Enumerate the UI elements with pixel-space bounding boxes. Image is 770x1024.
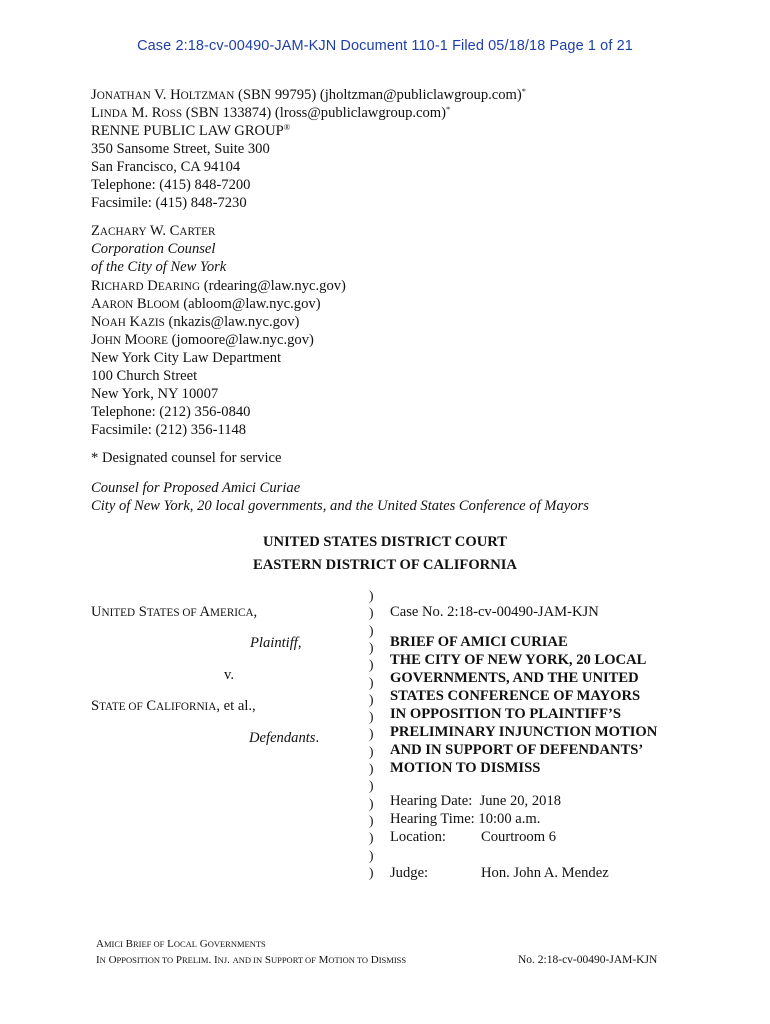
caption-paren: ) — [369, 847, 374, 863]
kazis-d: AZIS — [140, 317, 165, 329]
brief-title-line: MOTION TO DISMISS — [390, 760, 541, 776]
bloom-line — [91, 295, 321, 314]
holtzman-details: (SBN 99795) (jholtzman@publiclawgroup.com) — [234, 87, 522, 103]
corporation-counsel-title: Corporation Counsel — [91, 241, 216, 257]
bloom-email: (abloom@law.nyc.gov) — [179, 296, 321, 312]
pp-b: NITED — [101, 607, 136, 619]
f2-l: UPPORT OF — [270, 955, 316, 965]
caption-paren: ) — [369, 830, 374, 846]
caption-paren: ) — [369, 622, 374, 638]
dearing-c: D — [143, 278, 158, 294]
judge-label: Judge: — [390, 865, 429, 881]
counsel-for-line-1: Counsel for Proposed Amici Curiae — [91, 480, 301, 496]
location-label: Location: — [390, 829, 446, 845]
f2-n: OTION TO — [328, 955, 369, 965]
caption-paren: ) — [369, 761, 374, 776]
caption-paren: ) — [369, 795, 374, 811]
ross-middle: M. R — [127, 105, 162, 121]
law-department: New York City Law Department — [91, 350, 282, 366]
ross-details: (SBN 133874) (lross@publiclawgroup.com) — [182, 105, 447, 121]
ross-asterisk: * — [446, 104, 451, 114]
f1-f: OCAL — [173, 939, 197, 949]
f2-i: . — [227, 954, 233, 966]
f1-d: RIEF OF — [132, 939, 165, 949]
moore-a: J — [91, 332, 97, 348]
plaintiff-role — [250, 634, 302, 652]
judge-value: Hon. John A. Mendez — [481, 865, 609, 881]
brief-title-line: PRELIMINARY INJUNCTION MOTION — [390, 724, 658, 740]
brief-title-line: IN OPPOSITION TO PLAINTIFF’S — [390, 706, 621, 722]
dp-b: TATE OF — [99, 701, 143, 713]
brief-title-line: THE CITY OF NEW YORK, 20 LOCAL — [390, 652, 647, 668]
ross-line — [91, 104, 450, 123]
pp-e: A — [196, 604, 211, 620]
moore-c: M — [120, 332, 138, 348]
holtzman-line — [91, 86, 526, 105]
dp-e: , et al., — [216, 698, 256, 714]
bloom-c: B — [133, 296, 147, 312]
plaintiff-role-comma: , — [297, 635, 302, 651]
caption-paren: ) — [369, 726, 374, 742]
pp-a: U — [91, 604, 102, 620]
caption-paren: ) — [369, 864, 374, 880]
defendant-role — [249, 729, 319, 747]
firm-address-1: 350 Sansome Street, Suite 300 — [91, 141, 270, 157]
brief-title-line: AND IN SUPPORT OF DEFENDANTS’ — [390, 742, 644, 758]
f2-d: PPOSITION TO — [116, 955, 174, 965]
hearing-time-value: 10:00 a.m. — [478, 811, 541, 827]
bloom-a: A — [91, 296, 102, 312]
hearing-date-label: Hearing Date: — [390, 793, 473, 809]
dearing-a: R — [91, 278, 101, 294]
f1-a: A — [96, 938, 104, 950]
firm-address-2: San Francisco, CA 94104 — [91, 159, 241, 175]
pp-g: , — [253, 604, 258, 620]
footer-case-number: No. 2:18-cv-00490-JAM-KJN — [518, 954, 658, 966]
f2-j: AND IN — [232, 955, 263, 965]
carter-last-rest: ARTER — [179, 226, 216, 238]
firm-name-text: RENNE PUBLIC LAW GROUP — [91, 123, 284, 139]
f2-o: D — [368, 954, 379, 966]
brief-title-line: STATES CONFERENCE OF MAYORS — [390, 688, 641, 704]
city-title: of the City of New York — [91, 259, 227, 275]
f2-b: N — [99, 955, 106, 965]
kazis-c: K — [125, 314, 140, 330]
dearing-line — [91, 277, 346, 296]
hearing-time-label: Hearing Time: — [390, 811, 475, 827]
f2-a: I — [96, 954, 100, 966]
caption-paren: ) — [369, 657, 374, 673]
brief-title-line: BRIEF OF AMICI CURIAE — [390, 634, 568, 650]
hearing-time — [390, 810, 540, 828]
nyc-facsimile: Facsimile: (212) 356-1148 — [91, 422, 247, 438]
holtzman-last-rest: OLTZMAN — [180, 90, 235, 102]
ross-first-rest: INDA — [99, 108, 128, 120]
f2-c: O — [105, 954, 117, 966]
pp-c: S — [135, 604, 147, 620]
f1-b: MICI — [103, 939, 123, 949]
ross-initial: L — [91, 105, 100, 121]
hearing-date — [390, 792, 561, 810]
caption-paren: ) — [369, 743, 374, 759]
case-header-stamp: Case 2:18-cv-00490-JAM-KJN Document 110-1 Filed 05/18/18 Page 1 of 21 — [137, 38, 633, 54]
moore-email: (jomoore@law.nyc.gov) — [168, 332, 314, 348]
f1-c: B — [122, 938, 133, 950]
dp-a: S — [91, 698, 100, 714]
holtzman-initial: J — [91, 87, 97, 103]
hearing-date-value: June 20, 2018 — [479, 793, 562, 809]
dearing-b: ICHARD — [100, 281, 144, 293]
registered-mark: ® — [283, 122, 291, 132]
versus: v. — [224, 667, 234, 683]
holtzman-middle: V. H — [150, 87, 181, 103]
firm-telephone: Telephone: (415) 848-7200 — [91, 177, 251, 193]
pp-d: TATES OF — [146, 607, 197, 619]
caption-paren: ) — [369, 812, 374, 828]
plaintiff-party — [91, 603, 257, 622]
kazis-email: (nkazis@law.nyc.gov) — [164, 314, 300, 330]
dp-c: C — [142, 698, 157, 714]
f2-p: ISMISS — [378, 955, 407, 965]
nyc-address-2: New York, NY 10007 — [91, 386, 219, 402]
nyc-address-1: 100 Church Street — [91, 368, 198, 384]
f2-m: M — [315, 954, 329, 966]
f1-e: L — [164, 938, 174, 950]
dearing-d: EARING — [157, 281, 201, 293]
carter-middle: W. C — [146, 223, 180, 239]
firm-name — [91, 122, 290, 140]
caption-paren: ) — [369, 691, 374, 707]
carter-first-rest: ACHARY — [99, 226, 147, 238]
f2-k: S — [262, 954, 271, 966]
moore-d: OORE — [137, 335, 169, 347]
judge — [390, 864, 428, 882]
caption-paren: ) — [369, 605, 374, 621]
caption-paren: ) — [369, 709, 374, 725]
moore-line — [91, 331, 314, 350]
court-name: UNITED STATES DISTRICT COURT — [262, 534, 507, 550]
defendant-party — [91, 697, 256, 716]
case-number: Case No. 2:18-cv-00490-JAM-KJN — [390, 604, 599, 620]
counsel-for-line-2: City of New York, 20 local governments, and the United States Conference of Mayors — [91, 498, 589, 514]
f1-h: OVERNMENTS — [207, 939, 266, 949]
designated-counsel-note: * Designated counsel for service — [91, 450, 282, 466]
footer-title-line-2 — [96, 953, 406, 968]
f2-g: . I — [208, 954, 218, 966]
brief-title-line: GOVERNMENTS, AND THE UNITED — [390, 670, 639, 686]
bloom-d: LOOM — [146, 299, 180, 311]
kazis-line — [91, 313, 299, 332]
footer-title-line-1 — [96, 937, 266, 952]
f1-g: G — [196, 938, 208, 950]
kazis-b: OAH — [101, 317, 126, 329]
location — [390, 828, 446, 846]
dp-d: ALIFORNIA — [156, 701, 217, 713]
plaintiff-role-text: Plaintiff — [250, 635, 298, 651]
location-value: Courtroom 6 — [481, 829, 556, 845]
bloom-b: ARON — [101, 299, 134, 311]
pp-f: MERICA — [210, 607, 254, 619]
moore-b: OHN — [96, 335, 121, 347]
court-district: EASTERN DISTRICT OF CALIFORNIA — [253, 557, 517, 573]
carter-initial: Z — [91, 223, 100, 239]
ross-last-rest: OSS — [161, 108, 183, 120]
defendant-role-text: Defendants — [249, 730, 316, 746]
kazis-a: N — [91, 314, 102, 330]
dearing-email: (rdearing@law.nyc.gov) — [200, 278, 346, 294]
f2-h: NJ — [217, 955, 228, 965]
caption-paren: ) — [369, 588, 374, 603]
caption-paren: ) — [369, 639, 374, 655]
holtzman-first-rest: ONATHAN — [96, 90, 151, 102]
holtzman-asterisk: * — [521, 86, 527, 96]
f2-f: RELIM — [182, 955, 209, 965]
defendant-role-period: . — [315, 730, 320, 746]
f2-e: P — [173, 954, 182, 966]
caption-paren: ) — [369, 674, 374, 690]
nyc-telephone: Telephone: (212) 356-0840 — [91, 404, 251, 420]
caption-paren: ) — [369, 778, 374, 794]
carter-line — [91, 222, 215, 241]
firm-facsimile: Facsimile: (415) 848-7230 — [91, 195, 247, 211]
